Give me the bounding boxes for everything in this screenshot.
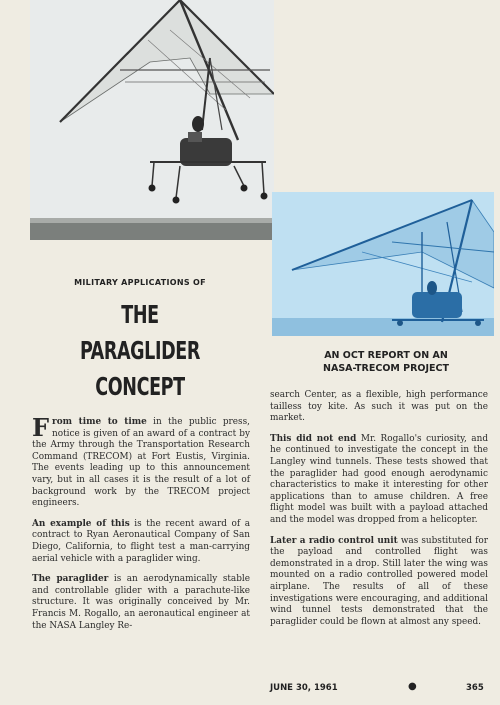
- page-number: 365: [466, 683, 484, 693]
- title-line-1: THE: [121, 300, 159, 329]
- paragraph-text: was substituted for the payload and controlled flight was demonstrated in a drop. Still later the wing was mounted on a radio controlled powered model airplane. The results of all of these investigations were encouraging, and additional wind tunnel tests demonstrated that the paraglider could be flown at almost any speed.: [270, 535, 488, 627]
- paragraph-text: is the recent award of a contract to Ryan Aeronautical Company of San Diego, California, to flight test a man-carrying aerial vehicle with a paraglider wing.: [32, 518, 250, 564]
- paragraph: [270, 434, 488, 527]
- paragraph-text: Mr. Rogallo's curiosity, and he continued to investigate the concept in the Langley wind tunnels. These tests showed that the paraglider had good enough aerodynamic characteristics to make it interesting for other applications than to amuse children. A free flight model was built with a payload attached and the model was dropped from a helicopter.: [270, 433, 488, 525]
- title-line-2: PARAGLIDER: [80, 336, 200, 365]
- footer-bullet-icon: ●: [408, 681, 417, 692]
- paraglider-photo: [30, 0, 274, 240]
- right-column: [270, 390, 488, 637]
- paragraph-text: search Center, as a flexible, high performance tailless toy kite. As such it was put on the market.: [270, 390, 488, 424]
- issue-date: JUNE 30, 1961: [270, 683, 338, 693]
- paragraph: [32, 574, 250, 632]
- paragraph: [32, 413, 250, 510]
- paragraph-lead: Later a radio control unit: [270, 535, 398, 546]
- paragraph-lead: An example of this: [32, 518, 130, 529]
- paragraph: [270, 536, 488, 629]
- title-line-3: CONCEPT: [95, 372, 185, 401]
- left-column: [32, 413, 250, 641]
- report-heading-line-1: AN OCT REPORT ON AN: [324, 350, 448, 361]
- paragraph-lead: rom time to time: [52, 417, 147, 427]
- paragraph-text: in the public press, notice is given of an award of a contract by the Army through the Transportation Research Command (TRECOM) at Fort Eustis, Virginia. The events leading up to this announcement vary, but in all cases it is the result of a lot of background work by the TRECOM project engineers.: [32, 417, 250, 509]
- drop-cap: F: [32, 413, 50, 442]
- paragraph: [270, 390, 488, 425]
- title-kicker: MILITARY APPLICATIONS OF: [74, 278, 206, 287]
- paragraph-text: is an aerodynamically stable and controllable glider with a parachute-like structure. It was originally conceived by Mr. Francis M. Rogallo, an aeronautical engineer at the NASA Langley Re-: [32, 574, 250, 631]
- paragraph-lead: This did not end: [270, 433, 357, 444]
- paragraph: [32, 519, 250, 565]
- paragraph-lead: The paraglider: [32, 574, 109, 585]
- report-heading-line-2: NASA-TRECOM PROJECT: [323, 363, 449, 374]
- paraglider-blue-photo: [272, 192, 494, 336]
